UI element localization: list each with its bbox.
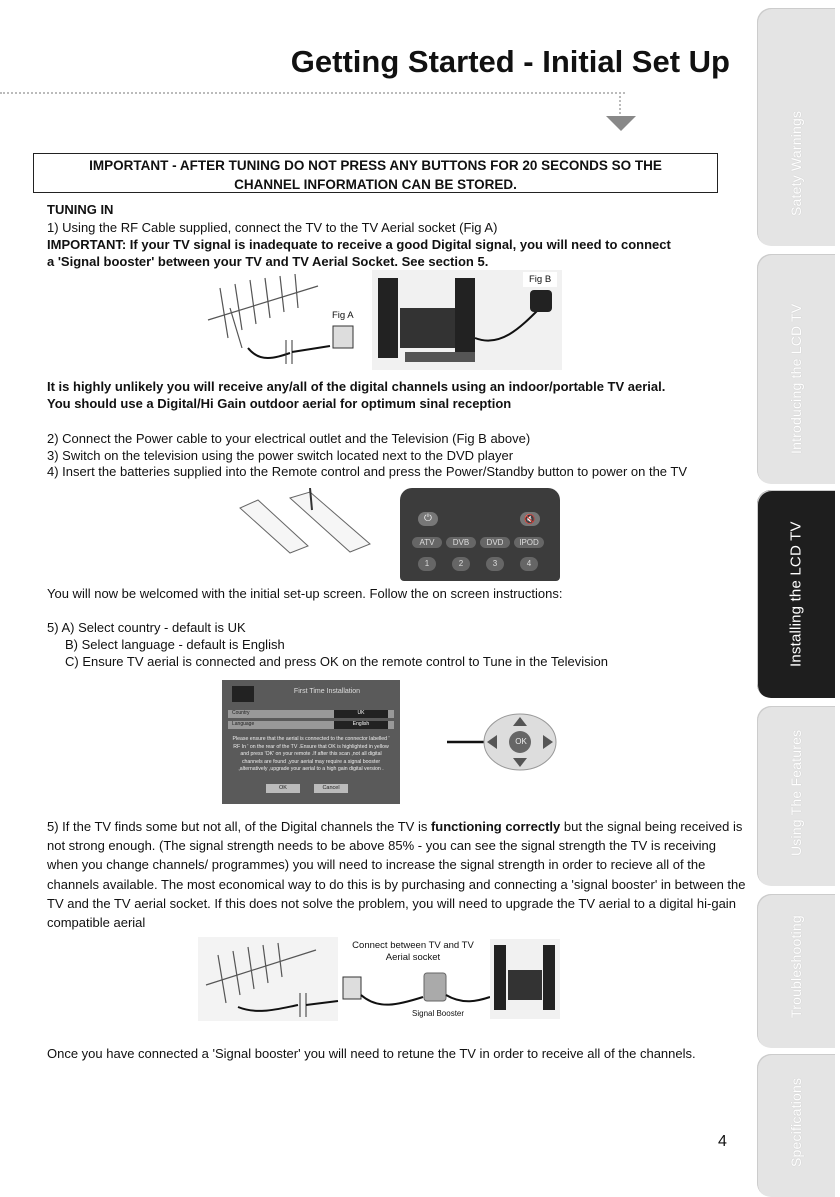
functioning-correctly: functioning correctly bbox=[430, 819, 561, 834]
language-row: Language English bbox=[228, 721, 394, 729]
tab-troubleshooting[interactable]: Troubleshooting bbox=[757, 894, 835, 1048]
remote-number-3: 3 bbox=[486, 557, 504, 571]
remote-button-ipod: IPOD bbox=[514, 537, 544, 548]
page-title: Getting Started - Initial Set Up bbox=[290, 44, 730, 79]
mute-icon: 🔇 bbox=[520, 512, 540, 526]
screen-ok-button: OK bbox=[266, 784, 300, 793]
remote-control bbox=[400, 488, 560, 581]
booster-connect-caption: Connect between TV and TV Aerial socket bbox=[352, 940, 474, 963]
signal-booster-label: Signal Booster bbox=[412, 1009, 465, 1018]
screen-message: Please ensure that the aerial is connected to the connector labelled ' RF In ' on the rear of the TV .Ensure that OK is highlighted in yellow and press 'OK' on your remote .If after this scan ,not all digital channels are found ,your aerial may require a signal booster ,alternatively ,upgrade your aerial to a high gain digital version . bbox=[232, 736, 390, 772]
country-row: Country UK bbox=[228, 710, 394, 718]
tuning-important-line-2: a 'Signal booster' between your TV and TV Aerial Socket. See section 5. bbox=[47, 254, 489, 269]
signal-strength-paragraph: 5) If the TV finds some but not all, of the Digital channels the TV is functioning correctly but the signal being received is not strong enough. (The signal strength needs to be above 85% - you can see the signal strength the TV is receiving when you change channels/ programmes) you will need to increase the signal strength in order to recieve all of the channels available. The most economical way to do this is by purchasing and connecting a 'signal booster' in between the TV and the TV aerial socket. If this does not solve the problem, you will need to upgrade the TV aerial to a digital hi-gain compatible aerial bbox=[47, 819, 746, 931]
tuning-heading: TUNING IN bbox=[47, 202, 114, 217]
aerial-icon bbox=[208, 274, 318, 348]
screen-title: First Time Installation bbox=[293, 688, 361, 695]
remote-number-1: 1 bbox=[418, 557, 436, 571]
page-number: 4 bbox=[718, 1133, 727, 1150]
power-icon: ⏻ bbox=[418, 512, 438, 526]
dotted-divider bbox=[0, 92, 625, 94]
important-line-2: CHANNEL INFORMATION CAN BE STORED. bbox=[234, 177, 517, 192]
aerial-connection-figure bbox=[200, 268, 565, 373]
nav-ok-label: OK bbox=[515, 737, 527, 746]
tuning-important-line-1: IMPORTANT: If your TV signal is inadequate to receive a good Digital signal, you will need to connect bbox=[47, 237, 671, 252]
remote-number-2: 2 bbox=[452, 557, 470, 571]
step-2: 2) Connect the Power cable to your electrical outlet and the Television (Fig B above) bbox=[47, 431, 531, 446]
battery-insertion-figure bbox=[230, 488, 390, 560]
tab-introducing-lcd-tv[interactable]: Introducing the LCD TV bbox=[757, 254, 835, 484]
remote-button-atv: ATV bbox=[412, 537, 442, 548]
remote-button-dvb: DVB bbox=[446, 537, 476, 548]
important-notice bbox=[33, 153, 718, 193]
welcome-text: You will now be welcomed with the initial set-up screen. Follow the on screen instructions: bbox=[47, 586, 563, 601]
step-5c: C) Ensure TV aerial is connected and press OK on the remote control to Tune in the Television bbox=[65, 654, 608, 669]
fig-b-label: Fig B bbox=[523, 272, 557, 287]
down-arrow-icon bbox=[606, 116, 636, 131]
aerial-note-line-1: It is highly unlikely you will receive any/all of the digital channels using an indoor/portable TV aerial. bbox=[47, 379, 666, 394]
fig-a-label: Fig A bbox=[326, 308, 360, 323]
remote-button-dvd: DVD bbox=[480, 537, 510, 548]
screen-cancel-button: Cancel bbox=[314, 784, 348, 793]
step-4: 4) Insert the batteries supplied into the Remote control and press the Power/Standby button to power on the TV bbox=[47, 464, 688, 479]
tab-specifications[interactable]: Specifications bbox=[757, 1054, 835, 1197]
closing-text: Once you have connected a 'Signal booster' you will need to retune the TV in order to receive all of the channels. bbox=[47, 1046, 696, 1061]
tab-using-the-features[interactable]: Using The Features bbox=[757, 706, 835, 886]
remote-number-4: 4 bbox=[520, 557, 538, 571]
step-5a: 5) A) Select country - default is UK bbox=[47, 620, 246, 635]
dotted-divider-vertical bbox=[619, 92, 621, 114]
tuning-step-1: 1) Using the RF Cable supplied, connect the TV to the TV Aerial socket (Fig A) bbox=[47, 220, 498, 235]
tab-safety-warnings[interactable]: Satety Warnings bbox=[757, 8, 835, 246]
important-line-1: IMPORTANT - AFTER TUNING DO NOT PRESS ANY BUTTONS FOR 20 SECONDS SO THE bbox=[89, 158, 662, 173]
step-3: 3) Switch on the television using the power switch located next to the DVD player bbox=[47, 448, 514, 463]
navigation-pad-figure bbox=[445, 712, 560, 772]
tab-installing-lcd-tv[interactable]: Installing the LCD TV bbox=[757, 490, 835, 698]
step-5b: B) Select language - default is English bbox=[65, 637, 285, 652]
aerial-note-line-2: You should use a Digital/Hi Gain outdoor aerial for optimum sinal reception bbox=[47, 396, 512, 411]
first-time-installation-screen bbox=[222, 680, 400, 804]
tv-icon bbox=[232, 686, 254, 702]
